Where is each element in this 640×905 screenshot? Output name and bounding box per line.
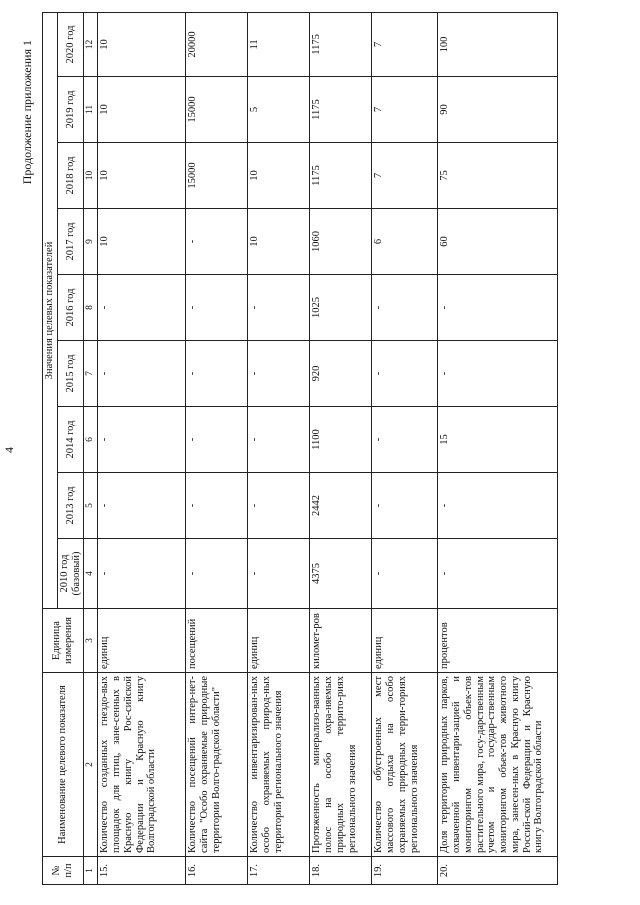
column-index: 9 — [84, 209, 98, 275]
page-number: 4 — [2, 447, 16, 453]
value-cell: - — [248, 275, 310, 341]
table-row — [372, 12, 438, 884]
value-cell: - — [186, 341, 248, 407]
value-cell: 1175 — [310, 143, 372, 209]
header-year: 2010 год (базовый) — [57, 539, 84, 609]
row-number: 18. — [310, 857, 372, 885]
column-index: 5 — [84, 473, 98, 539]
value-cell: 15 — [438, 407, 558, 473]
column-index: 2 — [84, 673, 98, 857]
value-cell: 75 — [438, 143, 558, 209]
value-cell: 11 — [248, 12, 310, 76]
value-cell: 10 — [248, 143, 310, 209]
indicator-name: Количество созданных гнездо-вых площадок для птиц, зане-сенных в Красную книгу Рос-сийской Федерации и Красную книгу Волгоградской области — [98, 673, 186, 857]
table-row — [248, 12, 310, 884]
value-cell: 1025 — [310, 275, 372, 341]
value-cell: - — [438, 341, 558, 407]
table-row — [98, 12, 186, 884]
value-cell: 5 — [248, 77, 310, 143]
value-cell: 2442 — [310, 473, 372, 539]
indicator-name: Протяженность минерализо-ванных полос на особо охра-няемых природных террито-риях регионального значения — [310, 673, 372, 857]
row-number: 16. — [186, 857, 248, 885]
value-cell: - — [98, 275, 186, 341]
header-name: Наименование целевого показателя — [43, 673, 84, 857]
column-index: 8 — [84, 275, 98, 341]
header-year: 2014 год — [57, 407, 84, 473]
value-cell: 100 — [438, 12, 558, 76]
value-cell: - — [98, 341, 186, 407]
value-cell: - — [186, 209, 248, 275]
value-cell: 6 — [372, 209, 438, 275]
value-cell: 4375 — [310, 539, 372, 609]
value-cell: 15000 — [186, 143, 248, 209]
value-cell: 7 — [372, 143, 438, 209]
table-row — [438, 12, 558, 884]
value-cell: - — [372, 473, 438, 539]
column-index: 3 — [84, 609, 98, 673]
value-cell: - — [98, 473, 186, 539]
row-number: 15. — [98, 857, 186, 885]
value-cell: 1175 — [310, 12, 372, 76]
value-cell: 10 — [98, 209, 186, 275]
column-index: 6 — [84, 407, 98, 473]
value-cell: 7 — [372, 77, 438, 143]
unit-cell: километ-ров — [310, 609, 372, 673]
header-year: 2018 год — [57, 143, 84, 209]
value-cell: 920 — [310, 341, 372, 407]
value-cell: - — [186, 275, 248, 341]
indicator-name: Количество инвентаризирован-ных особо охраняемых природ-ных территорий регионального значения — [248, 673, 310, 857]
value-cell: - — [186, 473, 248, 539]
column-index: 7 — [84, 341, 98, 407]
value-cell: 60 — [438, 209, 558, 275]
value-cell: - — [186, 407, 248, 473]
unit-cell: посещений — [186, 609, 248, 673]
indicators-table — [42, 12, 558, 885]
value-cell: - — [248, 539, 310, 609]
indicator-name: Количество обустроенных мест массового отдыха на особо охраняемых природных терри-ториях регионального значения — [372, 673, 438, 857]
value-cell: - — [372, 341, 438, 407]
value-cell: - — [372, 539, 438, 609]
indicator-name: Доля территории природных парков, охваченной инвентари-зацией и мониторингом объек-тов растительного мира, госу-дарственным учетом и государ-ственным мониторингом объек-тов животного мира, занесен-ных в Красную книгу Россий-ской Федерации и Красную книгу Волгоградской области — [438, 673, 558, 857]
value-cell: 15000 — [186, 77, 248, 143]
value-cell: - — [248, 341, 310, 407]
column-index: 12 — [84, 12, 98, 76]
value-cell: 10 — [248, 209, 310, 275]
column-index: 10 — [84, 143, 98, 209]
value-cell: 7 — [372, 12, 438, 76]
header-unit: Единица измерения — [43, 609, 84, 673]
value-cell: - — [438, 275, 558, 341]
header-year: 2013 год — [57, 473, 84, 539]
value-cell: - — [98, 539, 186, 609]
header-year: 2016 год — [57, 275, 84, 341]
header-num: № п/п — [43, 857, 84, 885]
column-index: 4 — [84, 539, 98, 609]
value-cell: - — [248, 407, 310, 473]
continuation-label: Продолжение приложения 1 — [20, 40, 34, 185]
header-year: 2019 год — [57, 77, 84, 143]
value-cell: - — [98, 407, 186, 473]
column-index-row — [84, 12, 98, 884]
table-row — [310, 12, 372, 884]
value-cell: - — [438, 473, 558, 539]
value-cell: - — [186, 539, 248, 609]
unit-cell: единиц — [98, 609, 186, 673]
unit-cell: процентов — [438, 609, 558, 673]
value-cell: - — [372, 275, 438, 341]
value-cell: 1060 — [310, 209, 372, 275]
value-cell: 10 — [98, 143, 186, 209]
row-number: 20. — [438, 857, 558, 885]
header-year: 2015 год — [57, 341, 84, 407]
unit-cell: единиц — [248, 609, 310, 673]
value-cell: 10 — [98, 12, 186, 76]
value-cell: 1175 — [310, 77, 372, 143]
value-cell: 20000 — [186, 12, 248, 76]
column-index: 11 — [84, 77, 98, 143]
value-cell: - — [248, 473, 310, 539]
row-number: 19. — [372, 857, 438, 885]
table-row — [186, 12, 248, 884]
value-cell: 1100 — [310, 407, 372, 473]
row-number: 17. — [248, 857, 310, 885]
value-cell: 90 — [438, 77, 558, 143]
value-cell: 10 — [98, 77, 186, 143]
value-cell: - — [372, 407, 438, 473]
header-year: 2020 год — [57, 12, 84, 76]
header-year: 2017 год — [57, 209, 84, 275]
value-cell: - — [438, 539, 558, 609]
header-values-group: Значения целевых показателей — [43, 12, 58, 608]
indicator-name: Количество посещений интер-нет-сайта "Особо охраняемые природные территории Волго-градской области" — [186, 673, 248, 857]
column-index: 1 — [84, 857, 98, 885]
unit-cell: единиц — [372, 609, 438, 673]
